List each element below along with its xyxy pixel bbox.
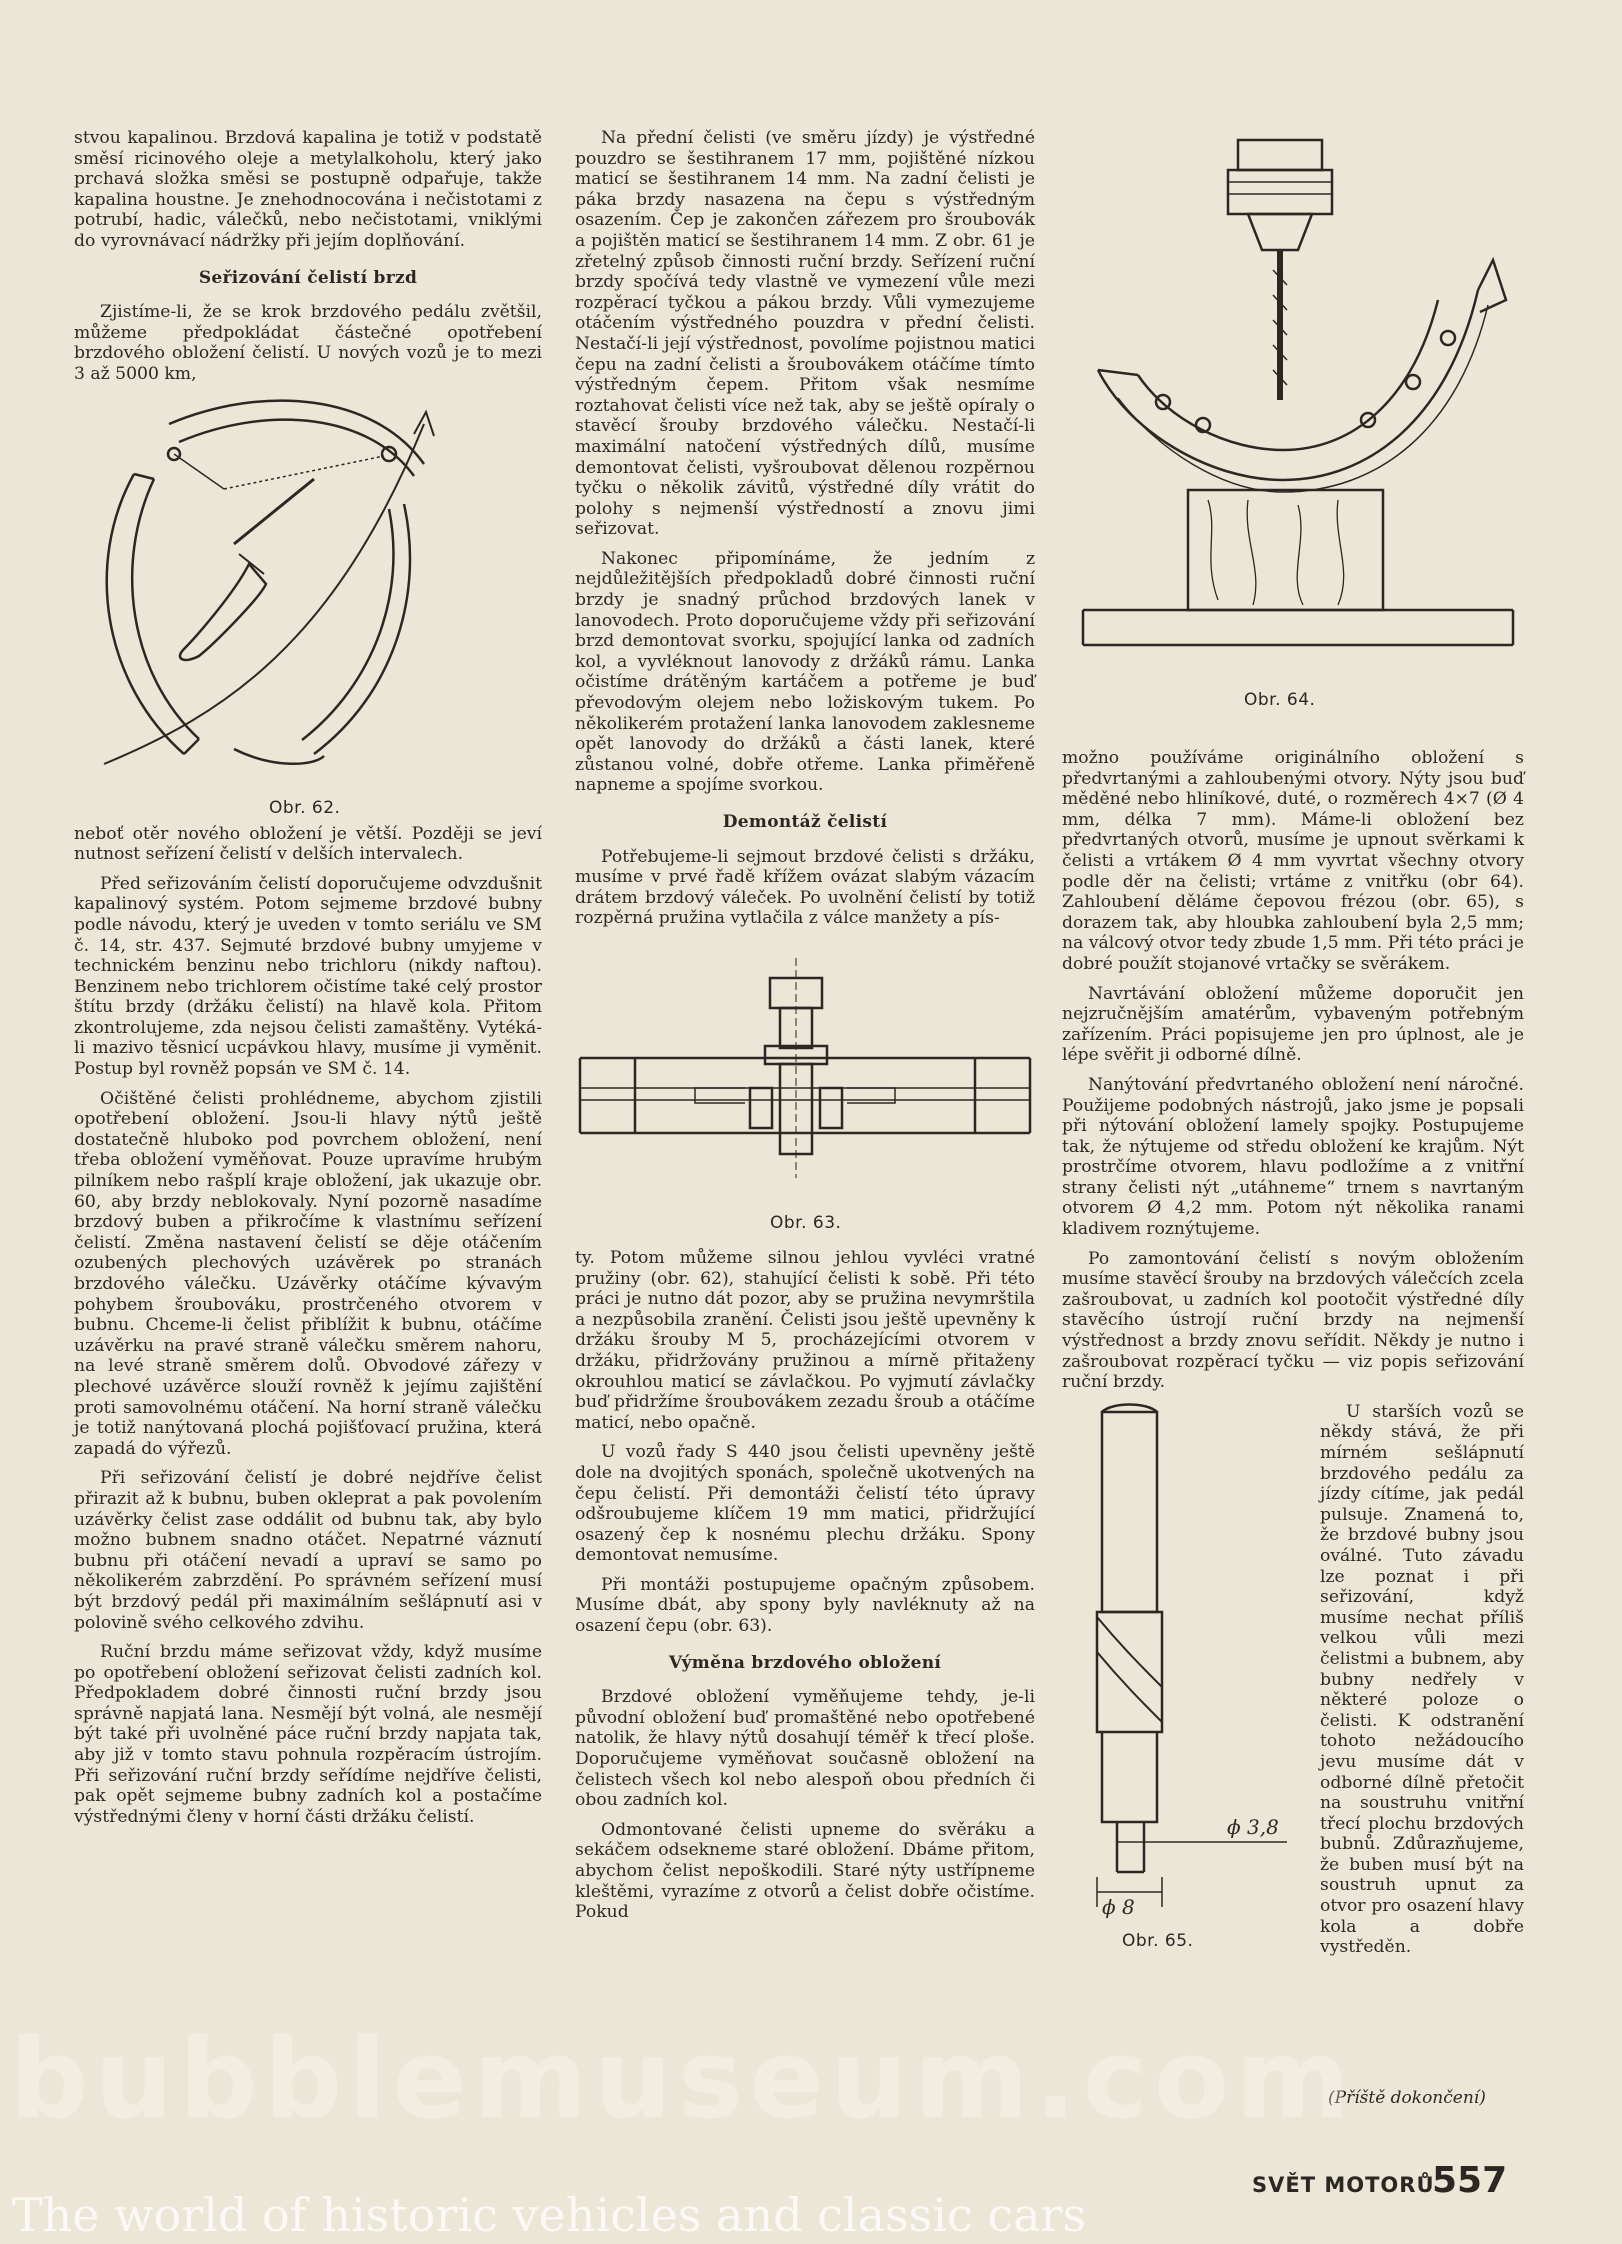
drilling-lining-drawing [1068, 120, 1528, 680]
paragraph: Na přední čelisti (ve směru jízdy) je výstředné pouzdro se šestihranem 17 mm, pojištěné nízkou maticí se šestihranem 14 mm. Na zadní čelisti je páka brzdy nasazena na čepu s výstředným osazením. Čep je zakončen zářezem pro šroubovák a pojištěn maticí se šestihranem 14 mm. Z obr. 61 je zřetelný způsob činnosti ruční brzdy. Seřízení ruční brzdy spočívá tedy vlastně ve vymezení vůle mezi rozpěrací tyčkou a pákou brzdy. Vůli vymezujeme otáčením výstředného pouzdra v přední čelisti. Nestačí-li její výstřednost, povolíme pojistnou matici čepu na zadní čelisti a šroubovákem otáčíme tímto výstředným čepem. Přitom však nesmíme roztahovat čelisti více než tak, aby se ještě opíraly o stavěcí šrouby brzdového válečku. Nestačí-li maximální natočení výstředných dílů, musíme demontovat čelisti, vyšroubovat dělenou rozpěrnou tyčku o několik závitů, výstředné díly vrátit do polohy s nejmenší výstředností a znovu jimi seřizovat. [575, 128, 1035, 540]
watermark: bubblemuseum.com [10, 2015, 1356, 2143]
paragraph: Odmontované čelisti upneme do svěráku a sekáčem odsekneme staré obložení. Dbáme přitom, abychom čelist nepoškodili. Staré nýty ustřípneme kleštěmi, vyrazíme z otvorů a čelist dobře očistíme. Pokud [575, 1819, 1035, 1923]
figure-62 [74, 394, 542, 824]
watermark-tagline: The world of historic vehicles and classic cars [12, 2188, 1087, 2242]
paragraph: Ruční brzdu máme seřizovat vždy, když musíme po opotřebení obložení seřizovat čelisti zadních kol. Předpokladem dobré činnosti ruční brzdy jsou správně napjatá lana. Nesmějí být volná, ale nesmějí být také při uvolněné páce ruční brzdy napjata tak, aby již v tomto stavu pohnula rozpěracím ústrojím. Při seřizování ruční brzdy seřídíme nejdříve čelisti, pak opět sejmeme bubny zadních kol a postačíme výstřednými členy v horní části držáku čelistí. [74, 1642, 542, 1827]
section-heading: Výměna brzdového obložení [668, 1652, 942, 1673]
dimension-label: ϕ 8 [1102, 1894, 1135, 1919]
brake-shoe-adjustment-drawing [74, 394, 542, 794]
magazine-title: SVĚT MOTORŮ [1252, 2173, 1435, 2197]
paragraph: Při seřizování čelistí je dobré nejdříve čelist přirazit až k bubnu, buben okleprat a pak povolením uzávěrky čelist zase oddálit od bubnu tak, aby bylo možno bubnem snadno otáčet. Nepatrné váznutí bubnu při otáčení nevadí a upraví se samo po několikerém zabrzdění. Po správném seřízení musí být brzdový pedál při maximálním sešlápnutí asi v polovině svého celkového zdvihu. [74, 1468, 542, 1633]
figure-64 [1068, 120, 1528, 720]
continued-note: (Příště dokončení) [1328, 2088, 1486, 2108]
section-heading: Seřizování čelistí brzd [198, 267, 418, 288]
column-2 [575, 128, 1035, 1932]
paragraph: Zjistíme-li, že se krok brzdového pedálu zvětšil, můžeme předpokládat částečné opotřebení brzdového obložení čelistí. U nových vozů je to mezi 3 až 5000 km, [74, 302, 542, 384]
paragraph: Nanýtování předvrtaného obložení není náročné. Použijeme podobných nástrojů, jako jsme je popsali při nýtování obložení lamely spojky. Postupujeme tak, že nýtujeme od středu obložení ke krajům. Nýt prostrčíme otvorem, hlavu podložíme a z vnitřní strany čelisti nýt „utáhneme“ trnem s navrtaným otvorem Ø 4,2 mm. Potom nýt několika ranami kladivem roznýtujeme. [1062, 1074, 1524, 1240]
column-3 [1062, 748, 1524, 1967]
figure-caption: Obr. 62. [269, 797, 341, 818]
paragraph: ty. Potom můžeme silnou jehlou vyvléci vratné pružiny (obr. 62), stahující čelisti k sobě. Při této práci je nutno dát pozor, aby se pružina nevymrštila a nezpůsobila zranění. Čelisti jsou ještě upevněny k držáku šrouby M 5, procházejícími otvorem v držáku, přidržovány pružinou a mírně přitaženy okrouhlou maticí se závlačkou. Po vyjmutí závlačky buď přidržíme šroubovákem zezadu šroub a otáčíme maticí, nebo opačně. [575, 1247, 1035, 1433]
paragraph: Očištěné čelisti prohlédneme, abychom zjistili opotřebení obložení. Jsou-li hlavy nýtů ještě dostatečně hluboko pod povrchem obložení, není třeba obložení vyměňovat. Pouze upravíme hrubým pilníkem nebo rašplí kraje obložení, jak ukazuje obr. 60, aby brzdy neblokovaly. Nyní pozorně nasadíme brzdový buben a přikročíme k vlastnímu seřízení čelistí. Změna nastavení čelistí se děje otáčením ozubených plechových uzávěrek po stranách brzdového válečku. Uzávěrky otáčíme kývavým pohybem šroubováku, prostrčeného otvorem v bubnu. Chceme-li čelist přiblížit k bubnu, otáčíme uzávěrku na pravé straně válečku směrem nahoru, na levé straně směrem dolů. Obvodové zářezy v plechové uzávěrce slouží rovněž k jejímu zajištění proti samovolnému otáčení. Na horní straně válečku je totiž nanýtovaná plochá pojišťovací pružina, která zapadá do výřezů. [74, 1088, 542, 1459]
paragraph: stvou kapalinou. Brzdová kapalina je totiž v podstatě směsí ricinového oleje a metylalkoholu, který jako prchavá složka směsi se postupně odpařuje, takže kapalina houstne. Je znehodnocována i nečistotami z potrubí, hadic, válečků, nebo nečistotami, vniklými do vyrovnávací nádržky při jejím doplňování. [74, 128, 542, 251]
paragraph: U starších vozů se někdy stává, že při mírném sešlápnutí brzdového pedálu za jízdy cítíme, jak pedál pulsuje. Znamená to, že brzdové bubny jsou oválné. Tuto závadu lze poznat i při seřizování, když musíme nechat příliš velkou vůli mezi čelistmi a bubnem, aby bubny nedřely v některé poloze o čelisti. K odstranění tohoto nežádoucího jevu musíme dát v odborné dílně přetočit na soustruhu vnitřní třecí plochu brzdových bubnů. Zdůrazňujeme, že buben musí být na soustruh upnut za otvor pro osazení hlavy kola a dobře vystředěn. [1320, 1401, 1524, 1958]
paragraph: Po zamontování čelistí s novým obložením musíme stavěcí šrouby na brzdových válečcích zcela zašroubovat, u zadních kol pootočit výstředné díly stavěcího ústrojí ruční brzdy na nejmenší výstřednost a brzdy znovu seřídit. Někdy je nutno i zašroubovat rozpěrací tyčku — viz popis seřizování ruční brzdy. [1062, 1248, 1524, 1393]
paragraph: Potřebujeme-li sejmout brzdové čelisti s držáku, musíme v prvé řadě křížem ovázat slabým vázacím drátem brzdový váleček. Po uvolnění čelistí by totiž rozpěrná pružina vytlačila z válce manžety a pís- [575, 846, 1035, 929]
paragraph: Navrtávání obložení můžeme doporučit jen nejzručnějším amatérům, vybaveným potřebným zařízením. Práci popisujeme jen pro úplnost, ale je lépe svěřit ji odborné dílně. [1062, 983, 1524, 1066]
page-number: 557 [1432, 2160, 1508, 2201]
column-1 [74, 128, 542, 1836]
figure-63 [575, 938, 1035, 1248]
paragraph: Při montáži postupujeme opačným způsobem. Musíme dbát, aby spony byly navléknuty až na osazení čepu (obr. 63). [575, 1574, 1035, 1637]
paragraph: možno používáme originálního obložení s předvrtanými a zahloubenými otvory. Nýty jsou buď měděné nebo hliníkové, duté, o rozměrech 4×7 (Ø 4 mm, délka 7 mm). Máme-li obložení bez předvrtaných otvorů, musíme je upnout svěrkami k čelisti a vrtákem Ø 4 mm vyvrtat všechny otvory podle děr na čelisti; vrtáme z vnitřku (obr 64). Zahloubení děláme čepovou frézou (obr. 65), s dorazem tak, aby hloubka zahloubení byla 2,5 mm; na válcový otvor tedy zbude 1,5 mm. Při této práci je dobré použít stojanové vrtačky se svěrákem. [1062, 748, 1524, 974]
paragraph: U vozů řady S 440 jsou čelisti upevněny ještě dole na dvojitých sponách, společně ukotvených na čepu čelistí. Při demontáži čelistí této úpravy odšroubujeme klíčem 19 mm matici, přidržující osazený čep k nosnému plechu držáku. Spony demontovat nemusíme. [575, 1442, 1035, 1566]
counterbore-cutter-drawing [1062, 1402, 1310, 1922]
paragraph: Nakonec připomínáme, že jedním z nejdůležitějších předpokladů dobré činnosti ruční brzdy je snadný průchod brzdových lanek v lanovodech. Proto doporučujeme vždy při seřizování brzd demontovat svorku, spojující lanka od zadních kol, a vyvléknout lanovody z držáků rámu. Lanka očistíme drátěným kartáčem a potřeme je buď převodovým olejem nebo ložiskovým tukem. Po několikerém protažení lanka lanovodem zaklesneme opět lanovody do držáků a části lanek, které zůstanou volné, dobře otřeme. Lanka přiměřeně napneme a spojíme svorkou. [575, 548, 1035, 796]
brake-shoe-pin-drawing [575, 938, 1035, 1198]
dimension-label: ϕ 3,8 [1227, 1814, 1279, 1839]
figure-caption: Obr. 63. [770, 1212, 842, 1233]
paragraph: Brzdové obložení vyměňujeme tehdy, je-li původní obložení buď promaštěné nebo opotřebené natolik, že hlavy nýtů dosahují téměř k třecí ploše. Doporučujeme vyměňovat současně obložení na čelistech všech kol nebo alespoň obou předních či obou zadních kol. [575, 1687, 1035, 1811]
figure-caption: Obr. 64. [1244, 690, 1316, 710]
figure-65 [1062, 1402, 1310, 1962]
figure-caption: Obr. 65. [1122, 1931, 1194, 1952]
paragraph: neboť otěr nového obložení je větší. Později se jeví nutnost seřízení čelistí v delších intervalech. [74, 823, 542, 865]
section-heading: Demontáž čelistí [722, 812, 888, 832]
paragraph: Před seřizováním čelistí doporučujeme odvzdušnit kapalinový systém. Potom sejmeme brzdové bubny podle návodu, který je uveden v tomto seriálu ve SM č. 14, str. 437. Sejmuté brzdové bubny umyjeme v technickém benzinu nebo trichloru (nikdy naftou). Benzinem nebo trichlorem očistíme také celý prostor štítu brzdy (držáku čelistí) na hlavě kola. Přitom zkontrolujeme, zda nejsou čelisti zamaštěny. Vytéká-li mazivo těsnicí ucpávkou hlavy, musíme ji vyměnit. Postup byl rovněž popsán ve SM č. 14. [74, 873, 542, 1080]
